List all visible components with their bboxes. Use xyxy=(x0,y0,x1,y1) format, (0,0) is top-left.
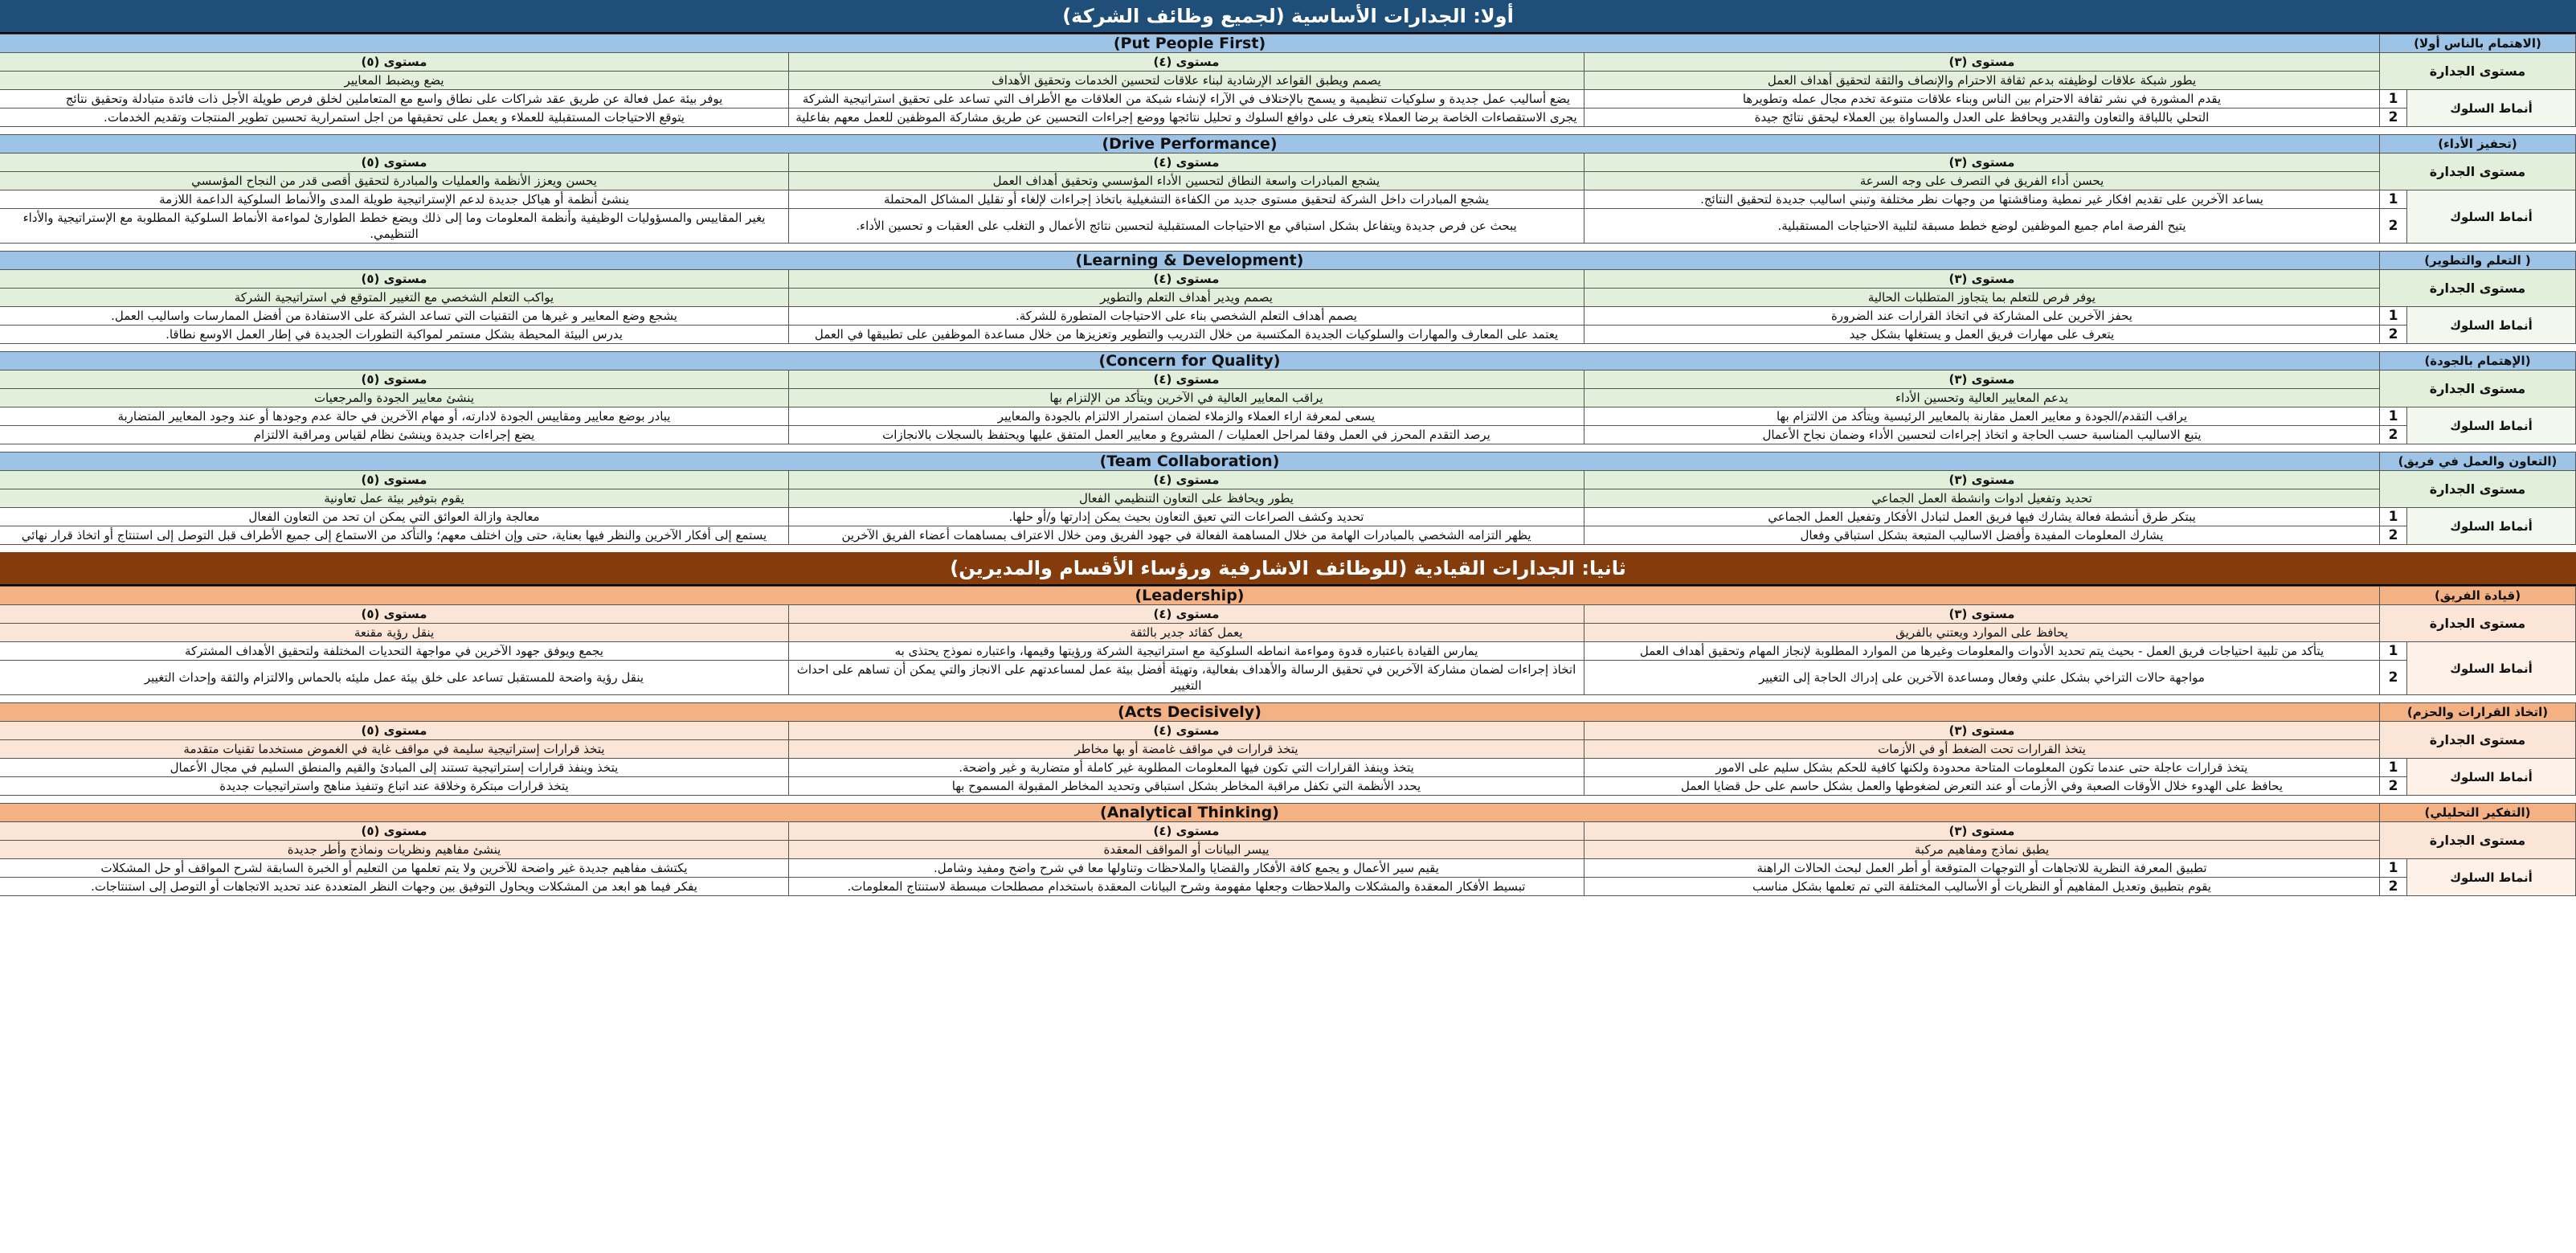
competency-name: (Learning & Development) xyxy=(0,252,2380,270)
competency-name: (Drive Performance) xyxy=(0,135,2380,154)
competency-side-label: (تحفيز الأداء) xyxy=(2380,135,2576,154)
level-label: مستوى الجدارة xyxy=(2380,53,2576,90)
behavior-text: يشارك المعلومات المفيدة وأفضل الاساليب المتبعة بشكل استباقي وفعال xyxy=(1584,526,2380,545)
spacer xyxy=(0,695,2576,703)
level-description: يتخذ قرارات في مواقف غامضة أو بها مخاطر xyxy=(789,740,1584,759)
competency-table xyxy=(0,351,2576,452)
level-header: مستوى (٤) xyxy=(789,154,1584,172)
behavior-text: معالجة وازالة العوائق التي يمكن ان تحد من التعاون الفعال xyxy=(0,508,789,526)
level-label: مستوى الجدارة xyxy=(2380,471,2576,508)
level-header: مستوى (٣) xyxy=(1584,722,2380,740)
competency-side-label: (الاهتمام بالناس أولا) xyxy=(2380,35,2576,53)
spacer xyxy=(0,244,2576,252)
level-header: مستوى (٥) xyxy=(0,722,789,740)
competency-table xyxy=(0,134,2576,251)
behavior-text: يتخذ وينفذ القرارات التي تكون فيها المعلومات المطلوبة غير كاملة أو متضاربة و غير واضحة. xyxy=(789,759,1584,777)
level-description: يطبق نماذج ومفاهيم مركبة xyxy=(1584,841,2380,859)
behavior-number: 1 xyxy=(2380,759,2407,777)
spacer xyxy=(0,444,2576,452)
behavior-text: يحفز الآخرين على المشاركة في اتخاذ القرارات عند الضرورة xyxy=(1584,307,2380,326)
behavior-text: يوفر بيئة عمل فعالة عن طريق عقد شراكات على نطاق واسع مع المتعاملين لخلق فرص طويلة الأجل ذات فائدة متبادلة وتحقيق نتائج xyxy=(0,90,789,109)
behavior-text: يسعى لمعرفة اراء العملاء والزملاء لضمان استمرار الالتزام بالجودة والمعايير xyxy=(789,407,1584,426)
level-label: مستوى الجدارة xyxy=(2380,270,2576,307)
competency-table xyxy=(0,251,2576,351)
behavior-label: أنماط السلوك xyxy=(2407,642,2576,695)
core-competencies xyxy=(0,34,2576,552)
competency-table xyxy=(0,452,2576,552)
behavior-text: يشجع وضع المعايير و غيرها من التقنيات التي تساعد الشركة على الاستفادة من أفضل الممارسات واساليب العمل. xyxy=(0,307,789,326)
level-header: مستوى (٤) xyxy=(789,371,1584,389)
level-description: يعمل كقائد جدير بالثقة xyxy=(789,624,1584,642)
behavior-number: 2 xyxy=(2380,661,2407,695)
part2-title: ثانيا: الجدارات القيادية (للوظائف الاشارفية ورؤساء الأقسام والمديرين) xyxy=(0,552,2576,586)
competency-side-label: (اتخاذ القرارات والحزم) xyxy=(2380,703,2576,722)
behavior-number: 2 xyxy=(2380,109,2407,127)
behavior-text: يحدد الأنظمة التي تكفل مراقبة المخاطر بشكل استباقي وتحديد المخاطر المقبولة المسموح بها xyxy=(789,777,1584,796)
behavior-text: يرصد التقدم المحرز في العمل وفقا لمراحل العمليات / المشروع و معايير العمل المتفق عليها ويحتفظ بالسجلات بالانجازات xyxy=(789,426,1584,444)
competency-table xyxy=(0,803,2576,903)
behavior-text: يبحث عن فرص جديدة ويتفاعل بشكل استباقي مع الاحتياجات المستقبلية لتحسين نتائج الأعمال و التغلب على العقبات و تحسين الأداء. xyxy=(789,209,1584,244)
behavior-text: يتوقع الاحتياجات المستقبلية للعملاء و يعمل على تحقيقها من اجل استمرارية تحسين تطوير المنتجات وتقديم الخدمات. xyxy=(0,109,789,127)
level-description: ينقل رؤية مقنعة xyxy=(0,624,789,642)
level-header: مستوى (٣) xyxy=(1584,822,2380,841)
level-header: مستوى (٥) xyxy=(0,270,789,289)
level-description: يحافظ على الموارد ويعتني بالفريق xyxy=(1584,624,2380,642)
behavior-text: يفكر فيما هو ابعد من المشكلات ويحاول التوفيق بين وجهات النظر المتعددة عند تحديد الاتجاهات أو التوصل إلى استنتاجات. xyxy=(0,878,789,896)
level-description: يطور شبكة علاقات لوظيفته بدعم ثقافة الاحترام والإنصاف والثقة لتحقيق أهداف العمل xyxy=(1584,72,2380,90)
behavior-number: 2 xyxy=(2380,878,2407,896)
level-header: مستوى (٣) xyxy=(1584,371,2380,389)
behavior-number: 1 xyxy=(2380,407,2407,426)
behavior-text: يظهر التزامه الشخصي بالمبادرات الهامة من خلال المساهمة الفعالة في جهود الفريق ومن خلال الاعتراف بمساهمات أعضاء الفريق الآخرين xyxy=(789,526,1584,545)
level-description: يحسن ويعزز الأنظمة والعمليات والمبادرة لتحقيق أقصى قدر من النجاح المؤسسي xyxy=(0,172,789,190)
level-label: مستوى الجدارة xyxy=(2380,605,2576,642)
behavior-number: 2 xyxy=(2380,526,2407,545)
level-header: مستوى (٣) xyxy=(1584,471,2380,489)
behavior-text: يساعد الآخرين على تقديم افكار غير نمطية ومناقشتها من وجهات نظر مختلفة وتبني اساليب جديدة لتحقيق النتائج. xyxy=(1584,190,2380,209)
level-header: مستوى (٥) xyxy=(0,822,789,841)
behavior-label: أنماط السلوك xyxy=(2407,190,2576,244)
behavior-number: 1 xyxy=(2380,508,2407,526)
level-header: مستوى (٣) xyxy=(1584,53,2380,72)
behavior-label: أنماط السلوك xyxy=(2407,859,2576,896)
behavior-text: تبسيط الأفكار المعقدة والمشكلات والملاحظات وجعلها مفهومة وشرح البيانات المعقدة باستخدام مصطلحات مبسطة لاستنتاج المعلومات. xyxy=(789,878,1584,896)
level-label: مستوى الجدارة xyxy=(2380,154,2576,190)
level-header: مستوى (٣) xyxy=(1584,605,2380,624)
competency-table xyxy=(0,34,2576,134)
level-description: يصمم ويطبق القواعد الإرشادية لبناء علاقات لتحسين الخدمات وتحقيق الأهداف xyxy=(789,72,1584,90)
level-header: مستوى (٤) xyxy=(789,270,1584,289)
competency-name: (Concern for Quality) xyxy=(0,352,2380,371)
behavior-label: أنماط السلوك xyxy=(2407,90,2576,127)
level-description: يواكب التعلم الشخصي مع التغيير المتوقع في استراتيجية الشركة xyxy=(0,289,789,307)
level-header: مستوى (٣) xyxy=(1584,154,2380,172)
behavior-number: 2 xyxy=(2380,777,2407,796)
level-header: مستوى (٥) xyxy=(0,371,789,389)
behavior-text: يضع أساليب عمل جديدة و سلوكيات تنظيمية و يسمح بالإختلاف في الآراء لإنشاء شبكة من العلاقات مع الأطراف التي تساعد على تحقيق استراتيجية الشركة xyxy=(789,90,1584,109)
behavior-label: أنماط السلوك xyxy=(2407,407,2576,444)
behavior-number: 1 xyxy=(2380,642,2407,661)
spacer xyxy=(0,896,2576,904)
competency-name: (Team Collaboration) xyxy=(0,452,2380,471)
level-description: يتخذ قرارات إستراتيجية سليمة في مواقف غاية في الغموض مستخدما تقنيات متقدمة xyxy=(0,740,789,759)
behavior-number: 2 xyxy=(2380,209,2407,244)
competency-name: (Put People First) xyxy=(0,35,2380,53)
competency-side-label: (الإهتمام بالجودة) xyxy=(2380,352,2576,371)
behavior-text: يجرى الاستقصاءات الخاصة برضا العملاء يتعرف على دوافع السلوك و تحليل نتائجها ووضع إجراءات التحسين عن طريق مشاركة الموظفين للعمل معهم بفاعلية xyxy=(789,109,1584,127)
level-description: ينشئ معايير الجودة والمرجعيات xyxy=(0,389,789,407)
behavior-text: يقوم بتطبيق وتعديل المفاهيم أو النظريات أو الأساليب المختلفة التي تم تعلمها بشكل مناسب xyxy=(1584,878,2380,896)
behavior-text: يكتشف مفاهيم جديدة غير واضحة للآخرين ولا يتم تعلمها من التعليم أو الخبرة السابقة لشرح المواقف أو حل المشكلات xyxy=(0,859,789,878)
behavior-number: 2 xyxy=(2380,426,2407,444)
competency-table xyxy=(0,702,2576,803)
behavior-text: اتخاذ إجراءات لضمان مشاركة الآخرين في تحقيق الرسالة والأهداف بفعالية، وتهيئة أفضل بيئة عمل لمساعدتهم على الانجاز والتي يمكن أن تساهم على احداث التغيير xyxy=(789,661,1584,695)
competency-table xyxy=(0,586,2576,702)
level-description: يصمم ويدير أهداف التعلم والتطوير xyxy=(789,289,1584,307)
level-description: يوفر فرص للتعلم بما يتجاوز المتطلبات الحالية xyxy=(1584,289,2380,307)
competency-side-label: (التفكير التحليلي) xyxy=(2380,804,2576,822)
spacer xyxy=(0,545,2576,553)
competency-name: (Leadership) xyxy=(0,587,2380,605)
behavior-text: تطبيق المعرفة النظرية للاتجاهات أو التوجهات المتوقعة أو أطر العمل لبحث الحالات الراهنة xyxy=(1584,859,2380,878)
competency-side-label: (قيادة الفريق) xyxy=(2380,587,2576,605)
competency-name: (Acts Decisively) xyxy=(0,703,2380,722)
behavior-text: يراقب التقدم/الجودة و معايير العمل مقارنة بالمعايير الرئيسية ويتأكد من الالتزام بها xyxy=(1584,407,2380,426)
level-label: مستوى الجدارة xyxy=(2380,822,2576,859)
level-description: يشجع المبادرات واسعة النطاق لتحسين الأداء المؤسسي وتحقيق أهداف العمل xyxy=(789,172,1584,190)
leadership-competencies xyxy=(0,586,2576,903)
level-header: مستوى (٥) xyxy=(0,471,789,489)
behavior-text: ينشئ أنظمة أو هياكل جديدة لدعم الإستراتيجية طويلة المدى والأنماط السلوكية الداعمة اللازمة xyxy=(0,190,789,209)
behavior-text: يجمع ويوفق جهود الآخرين في مواجهة التحديات المختلفة ولتحقيق الأهداف المشتركة xyxy=(0,642,789,661)
behavior-text: يتخذ وينفذ قرارات إستراتيجية تستند إلى المبادئ والقيم والمنطق السليم في مجال الأعمال xyxy=(0,759,789,777)
level-description: يتخذ القرارات تحت الضغط أو في الأزمات xyxy=(1584,740,2380,759)
behavior-number: 1 xyxy=(2380,190,2407,209)
behavior-text: يبتكر طرق أنشطة فعالة يشارك فيها فريق العمل لتبادل الأفكار وتفعيل العمل الجماعي xyxy=(1584,508,2380,526)
spacer xyxy=(0,796,2576,804)
behavior-text: يتخذ قرارات مبتكرة وخلاقة عند اتباع وتنفيذ مناهج واستراتيجيات جديدة xyxy=(0,777,789,796)
competency-side-label: ( التعلم والتطوير) xyxy=(2380,252,2576,270)
level-header: مستوى (٤) xyxy=(789,605,1584,624)
behavior-text: يدرس البيئة المحيطة بشكل مستمر لمواكبة التطورات الجديدة في إطار العمل الاوسع نطاقا. xyxy=(0,326,789,344)
behavior-text: يضع إجراءات جديدة وينشئ نظام لقياس ومراقبة الالتزام xyxy=(0,426,789,444)
level-header: مستوى (٤) xyxy=(789,822,1584,841)
level-description: يقوم بتوفير بيئة عمل تعاونية xyxy=(0,489,789,508)
level-header: مستوى (٤) xyxy=(789,471,1584,489)
behavior-text: يتعرف على مهارات فريق العمل و يستغلها بشكل جيد xyxy=(1584,326,2380,344)
level-header: مستوى (٥) xyxy=(0,154,789,172)
behavior-text: مواجهة حالات التراخي بشكل علني وفعال ومساعدة الآخرين على إدراك الحاجة إلى التغيير xyxy=(1584,661,2380,695)
behavior-text: يبادر بوضع معايير ومقاييس الجودة لادارته، أو مهام الآخرين في حالة عدم وجودها أو عند وجود المعايير المتضاربة xyxy=(0,407,789,426)
level-description: يراقب المعايير العالية في الآخرين ويتأكد من الإلتزام بها xyxy=(789,389,1584,407)
behavior-number: 2 xyxy=(2380,326,2407,344)
behavior-text: يعتمد على المعارف والمهارات والسلوكيات الجديدة المكتسبة من خلال التدريب والتطوير وتعزيزها من خلال مساعدة الموظفين على تطبيقها في العمل xyxy=(789,326,1584,344)
behavior-text: يتبع الاساليب المناسبة حسب الحاجة و اتخاذ إجراءات لتحسين الأداء وضمان نجاح الأعمال xyxy=(1584,426,2380,444)
level-label: مستوى الجدارة xyxy=(2380,722,2576,759)
behavior-text: يقدم المشورة في نشر ثقافة الاحترام بين الناس وبناء علاقات متنوعة تخدم مجال عمله وتطويرها xyxy=(1584,90,2380,109)
behavior-text: يتخذ قرارات عاجلة حتى عندما تكون المعلومات المتاحة محدودة ولكنها كافية للحكم بشكل سليم على الامور xyxy=(1584,759,2380,777)
level-header: مستوى (٣) xyxy=(1584,270,2380,289)
spacer xyxy=(0,344,2576,352)
behavior-label: أنماط السلوك xyxy=(2407,307,2576,344)
level-header: مستوى (٤) xyxy=(789,722,1584,740)
spacer xyxy=(0,127,2576,135)
level-description: ييسر البيانات أو المواقف المعقدة xyxy=(789,841,1584,859)
behavior-text: يمارس القيادة باعتباره قدوة ومواءمة انماطه السلوكية مع استراتيجية الشركة ورؤيتها وقيمها، واعتباره نموذج يحتذى به xyxy=(789,642,1584,661)
level-description: يضع ويضبط المعايير xyxy=(0,72,789,90)
level-header: مستوى (٥) xyxy=(0,53,789,72)
level-header: مستوى (٥) xyxy=(0,605,789,624)
behavior-text: يحافظ على الهدوء خلال الأوقات الصعبة وفي الأزمات أو عند التعرض لضغوطها والعمل بشكل حاسم على حل قضايا العمل xyxy=(1584,777,2380,796)
level-description: يدعم المعايير العالية وتحسين الأداء xyxy=(1584,389,2380,407)
behavior-text: ينقل رؤية واضحة للمستقبل تساعد على خلق بيئة عمل مليئه بالحماس والالتزام والثقة وإحداث التغيير xyxy=(0,661,789,695)
behavior-number: 1 xyxy=(2380,90,2407,109)
behavior-text: يتيح الفرصة امام جميع الموظفين لوضع خطط مسبقة لتلبية الاحتياجات المستقبلية. xyxy=(1584,209,2380,244)
competency-side-label: (التعاون والعمل في فريق) xyxy=(2380,452,2576,471)
competency-name: (Analytical Thinking) xyxy=(0,804,2380,822)
level-description: يطور ويحافظ على التعاون التنظيمي الفعال xyxy=(789,489,1584,508)
behavior-text: يغير المقاييس والمسؤوليات الوظيفية وأنظمة المعلومات وما إلى ذلك ويضع خطط الطوارئ لمواءمة الأنماط السلوكية المطلوبة مع الإستراتيجية والأداء التنظيمي. xyxy=(0,209,789,244)
level-label: مستوى الجدارة xyxy=(2380,371,2576,407)
behavior-text: يتأكد من تلبية احتياجات فريق العمل - بحيث يتم تحديد الأدوات والمعلومات وغيرها من الموارد المطلوبة لإنجاز المهام وتحقيق أهداف العمل xyxy=(1584,642,2380,661)
behavior-text: يستمع إلى أفكار الآخرين والنظر فيها بعناية، حتى وإن اختلف معهم؛ والتأكد من الاستماع إلى جميع الأطراف قبل التوصل إلى استنتاج أو اتخاذ قرار نهائي xyxy=(0,526,789,545)
level-description: ينشئ مفاهيم ونظريات ونماذج وأطر جديدة xyxy=(0,841,789,859)
behavior-label: أنماط السلوك xyxy=(2407,759,2576,796)
level-header: مستوى (٤) xyxy=(789,53,1584,72)
behavior-label: أنماط السلوك xyxy=(2407,508,2576,545)
behavior-text: يقيم سير الأعمال و يجمع كافة الأفكار والقضايا والملاحظات وتناولها معا في شرح واضح ومفيد وشامل. xyxy=(789,859,1584,878)
behavior-number: 1 xyxy=(2380,859,2407,878)
behavior-text: تحديد وكشف الصراعات التي تعيق التعاون بحيث يمكن إدارتها و/أو حلها. xyxy=(789,508,1584,526)
part1-title: أولا: الجدارات الأساسية (لجميع وظائف الشركة) xyxy=(0,0,2576,34)
level-description: تحديد وتفعيل ادوات وانشطة العمل الجماعي xyxy=(1584,489,2380,508)
behavior-text: يصمم أهداف التعلم الشخصي بناء على الاحتياجات المتطورة للشركة. xyxy=(789,307,1584,326)
level-description: يحسن أداء الفريق في التصرف على وجه السرعة xyxy=(1584,172,2380,190)
behavior-number: 1 xyxy=(2380,307,2407,326)
behavior-text: يشجع المبادرات داخل الشركة لتحقيق مستوى جديد من الكفاءة التشغيلية باتخاذ إجراءات لإلغاء أو تقليل المشاكل المحتملة xyxy=(789,190,1584,209)
behavior-text: التحلي باللباقة والتعاون والتقدير ويحافظ على العدل والمساواة بين العملاء ليحقق نتائج جيدة xyxy=(1584,109,2380,127)
